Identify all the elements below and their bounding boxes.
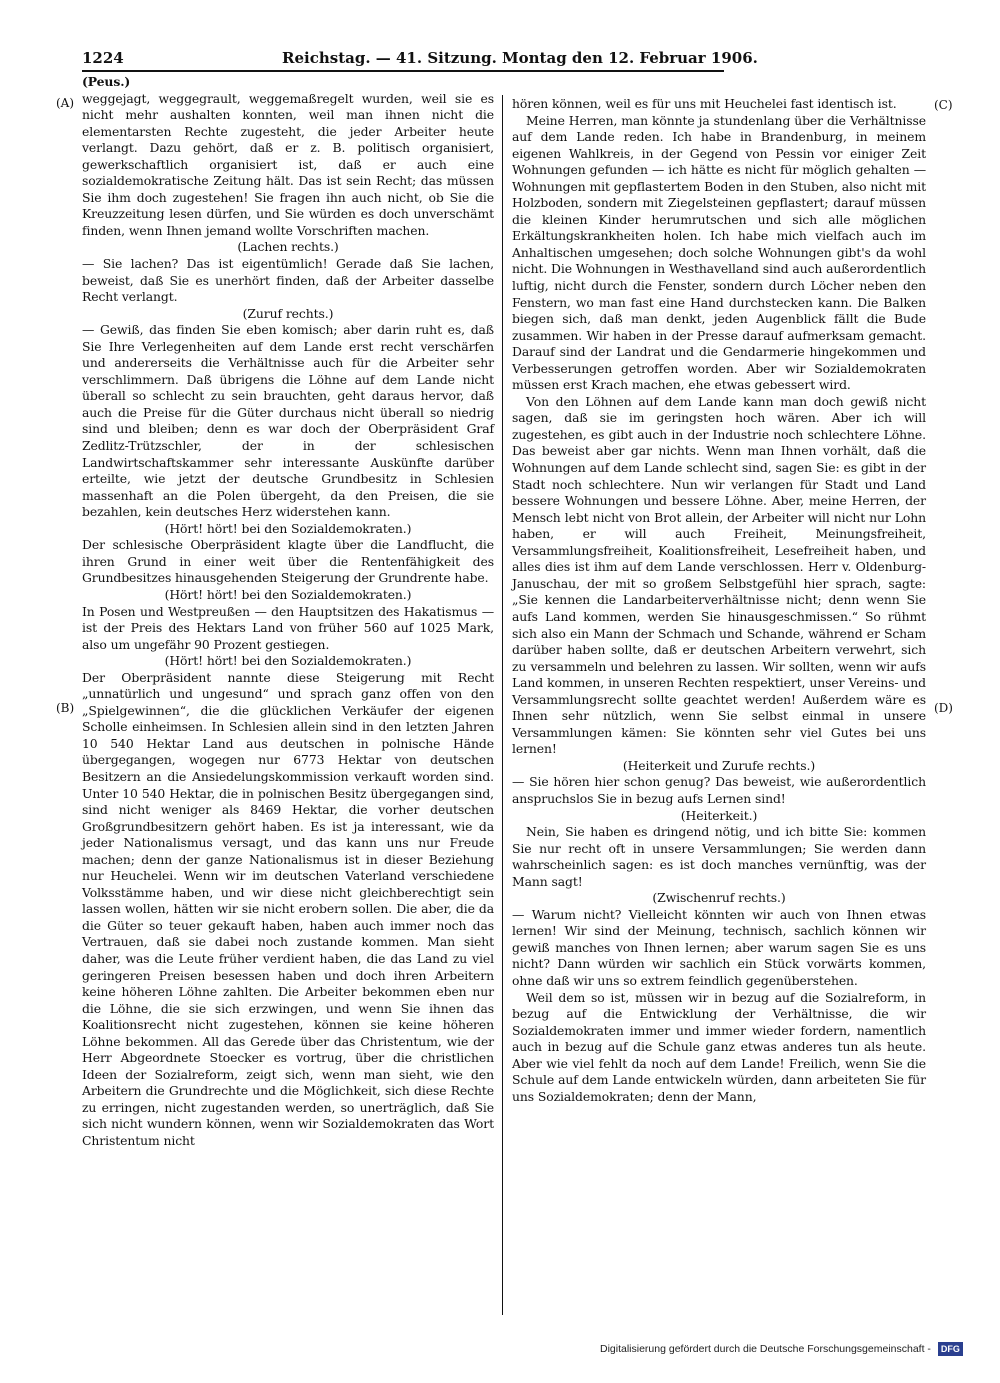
page-number: 1224 — [82, 49, 124, 67]
paragraph: Weil dem so ist, müssen wir in bezug auf die Sozialreform, in bezug auf die Entwicklung der Verhältnisse, die wir Sozialdemokraten immer und immer wieder fordern, namentlich auch in bezug auf die Schule ganz etwas anderes tun als heute. Aber wie viel fehlt da noch auf dem Lande! Freilich, wenn Sie die Schule auf dem Lande entwickeln würden, dann arbeiteten Sie für uns Sozialdemokraten; denn der Mann, — [512, 989, 926, 1104]
paragraph: — Gewiß, das finden Sie eben komisch; aber darin ruht es, daß Sie Ihre Verlegenheiten auf dem Lande erst recht verschärfen und andererseits die Verhältnisse auch für die Arbeiter sehr verschlimmern. Daß übrigens die Löhne auf dem Lande nicht überall so schlecht zu sein brauchten, geht daraus hervor, daß auch die Preise für die Güter durchaus nicht überall so niedrig sind und bleiben; denn es war doch der Oberpräsident Graf Zedlitz-Trützschler, der in der schlesischen Landwirtschaftskammer sehr interessante Auskünfte darüber erteilte, wie jetzt der deutsche Grundbesitz in Schlesien massenhaft an die Polen übergeht, da den Preisen, die sie bezahlen, kein deutsches Herz widerstehen kann. — [82, 322, 494, 520]
interjection: (Hört! hört! bei den Sozialdemokraten.) — [164, 586, 412, 602]
left-column — [82, 74, 494, 1150]
right-column — [512, 96, 926, 1105]
paragraph: — Sie hören hier schon genug? Das beweist, wie außerordentlich anspruchslos Sie in bezug aufs Lernen sind! — [512, 774, 926, 806]
paragraph: Der schlesische Oberpräsident klagte über die Landflucht, die ihren Grund in einer weit über die Rentenfähigkeit des Grundbesitzes hinausgehenden Steigerung der Grundrente habe. — [82, 537, 494, 586]
paragraph: In Posen und Westpreußen — den Hauptsitzen des Hakatismus — ist der Preis des Hektars Land von früher 560 auf 1025 Mark, also um ungefähr 90 Prozent gestiegen. — [82, 603, 494, 652]
interjection: (Lachen rechts.) — [237, 239, 339, 255]
margin-marker-d: (D) — [934, 701, 953, 715]
paragraph: hören können, weil es für uns mit Heuchelei fast identisch ist. — [512, 96, 897, 111]
page-header — [82, 48, 758, 68]
paragraph: Meine Herren, man könnte ja stundenlang über die Verhältnisse auf dem Lande reden. Ich habe in Brandenburg, in meinem eigenen Wahlkreis, in der Gegend von Pessin vor einiger Zeit Wohnungen gefunden — ich hätte es nicht für möglich gehalten — Wohnungen mit gepflastertem Boden in den Stuben, also nicht mit Holzboden, sondern mit Ziegelsteinen gepflastert; darauf müssen die kleinen Kinder herumrutschen und sich alle möglichen Erkältungskrankheiten holen. Ich habe mich vielfach auch im Anhaltischen umgesehen; doch solche Wohnungen gibt's da wohl nicht. Die Wohnungen in Westhavelland sind auch außerordentlich luftig, nicht durch die Fenster, sondern durch Löcher neben den Fenstern, wo man fast eine Hand durchstecken kann. Die Balken biegen sich, daß man denkt, jeden Augenblick fällt die Bude zusammen. Wir haben in der Presse darauf aufmerksam gemacht. Darauf sind der Landrat und die Gendarmerie hingekommen und Verbesserungen getroffen worden. Aber wir Sozialdemokraten müssen erst Krach machen, ehe etwas gebessert wird. — [512, 112, 926, 393]
column-divider — [502, 95, 503, 1315]
margin-marker-a: (A) — [56, 96, 75, 110]
digitization-footer — [600, 1342, 995, 1360]
paragraph: Nein, Sie haben es dringend nötig, und ich bitte Sie: kommen Sie nur recht oft in unsere Versammlungen; Sie werden dann wahrscheinlich sagen: es ist doch manches vernünftig, was der Mann sagt! — [512, 824, 926, 889]
paragraph: — Warum nicht? Vielleicht könnten wir auch von Ihnen etwas lernen! Wir sind der Meinung, technisch, sachlich können wir gewiß manches von Ihnen lernen; aber warum sagen Sie es uns nicht? Dann würden wir sachlich ein Stück vorwärts kommen, ohne daß wir uns so extrem feindlich gegenüberstehen. — [512, 906, 926, 988]
interjection: (Heiterkeit und Zurufe rechts.) — [622, 757, 816, 773]
running-title: Reichstag. — 41. Sitzung. Montag den 12. Februar 1906. — [282, 49, 758, 67]
paragraph: Von den Löhnen auf dem Lande kann man doch gewiß nicht sagen, daß sie im geringsten hoch wären. Aber ich will zugestehen, es gibt auch in der Industrie noch schlechtere Löhne. Das beweist aber gar nichts. Wenn man Ihnen vorhält, daß die Wohnungen auf dem Lande schlecht sind, sagen Sie: es gibt in der Stadt noch schlechtere. Nun wir verlangen für Stadt und Land bessere Wohnungen und bessere Löhne. Aber, meine Herren, der Mensch lebt nicht von Brot allein, der Arbeiter will nicht nur Lohn haben, er will auch Freiheit, Meinungsfreiheit, Versammlungsfreiheit, Koalitionsfreiheit, Lesefreiheit haben, und alles dies ist ihm auf dem Lande verschlossen. Herr v. Oldenburg-Januschau, der mit so großem Selbstgefühl hier sprach, sagte: „Sie kennen die Landarbeiterverhältnisse nicht; denn wenn Sie aufs Land kommen, werden Sie hinausgeschmissen.“ So rühmt sich also ein Mann der Schmach und Schande, während er Scham darüber haben sollte, daß er deutschen Arbeitern verwehrt, sich zu versammeln und belehren zu lassen. Wir sollten, wenn wir aufs Land kommen, in unseren Rechten respektiert, unser Vereins- und Versammlungsrecht sollte geachtet werden! Außerdem wäre es Ihnen sehr nützlich, wenn Sie selbst einmal in unsere Versammlungen kämen: Sie könnten sehr viel Gutes bei uns lernen! — [512, 393, 926, 757]
interjection: (Heiterkeit.) — [680, 807, 758, 823]
margin-marker-c: (C) — [934, 98, 953, 112]
margin-marker-b: (B) — [56, 701, 75, 715]
paragraph: — Sie lachen? Das ist eigentümlich! Gerade daß Sie lachen, beweist, daß Sie es unerhört finden, daß der Arbeiter dasselbe Recht verlangt. — [82, 256, 494, 305]
speaker-name: (Peus.) — [82, 74, 131, 89]
interjection: (Zuruf rechts.) — [242, 305, 334, 321]
interjection: (Zwischenruf rechts.) — [652, 890, 786, 906]
dfg-logo: DFG — [938, 1342, 963, 1356]
header-rule — [82, 70, 724, 72]
interjection: (Hört! hört! bei den Sozialdemokraten.) — [164, 653, 412, 669]
paragraph: Der Oberpräsident nannte diese Steigerung mit Recht „unnatürlich und ungesund“ und sprach ganz offen von den „Spielgewinnen“, die die glücklichen Verkäufer der eigenen Scholle einheimsen. In Schlesien allein sind in den letzten Jahren 10 540 Hektar Land aus deutschen in polnische Hände übergegangen, wogegen nur 6773 Hektar von deutschen Besitzern an die Ansiedelungskommission verkauft worden sind. Unter 10 540 Hektar, die in polnischen Besitz übergegangen sind, sind nicht weniger als 8469 Hektar, die vorher deutschen Großgrundbesitzern gehört haben. Es ist ja interessant, wie da jeder Nationalismus versagt, und das kann uns nur Freude machen; denn der ganze Nationalismus ist in dieser Beziehung nur Heuchelei. Wenn wir im deutschen Vaterland verschiedene Volksstämme haben, und wir diese nicht gleichberechtigt sein lassen wollen, hätten wir sie nicht erobern sollen. Die aber, die da die Güter so teuer gekauft haben, haben auch immer noch das Vertrauen, daß sie dabei noch zustande kommen. Man sieht daher, was die Leute früher verdient haben, die das Land zu viel geringeren Preisen besessen haben und doch ihren Arbeitern keine höheren Löhne zahlten. Die Arbeiter bekommen eben nur die Löhne, die sie sich erzwingen, und wenn Sie ihnen das Koalitionsrecht nicht zugestehen, können sie keine höheren Löhne bekommen. All das Gerede über das Christentum, wie der Herr Abgeordnete Stoecker es vortrug, über die christlichen Ideen der Sozialreform, zeigt sich, wenn man sieht, wie den Arbeitern die Grundrechte und die Möglichkeit, sich diese Rechte zu erringen, nicht zugestanden werden, so unerträglich, daß Sie sich nicht wundern können, wenn wir Sozialdemokraten das Wort Christentum nicht — [82, 669, 494, 1148]
interjection: (Hört! hört! bei den Sozialdemokraten.) — [164, 520, 412, 536]
paragraph: weggejagt, weggegrault, weggemaßregelt wurden, weil sie es nicht mehr aushalten konnten, weil man ihnen nicht die elementarsten Rechte zugesteht, die jeder Arbeiter heute verlangt. Dazu gehört, daß er z. B. politisch organisiert, gewerkschaftlich organisiert ist, daß er auch eine sozialdemokratische Zeitung hält. Das ist sein Recht; das müssen Sie ihm doch zugestehen! Sie fragen ihn auch nicht, ob Sie die Kreuzzeitung lesen dürfen, und Sie würden es doch unverschämt finden, wenn Ihnen jemand wollte Vorschriften machen. — [82, 90, 494, 238]
footer-text: Digitalisierung gefördert durch die Deutsche Forschungsgemeinschaft - — [600, 1342, 931, 1355]
